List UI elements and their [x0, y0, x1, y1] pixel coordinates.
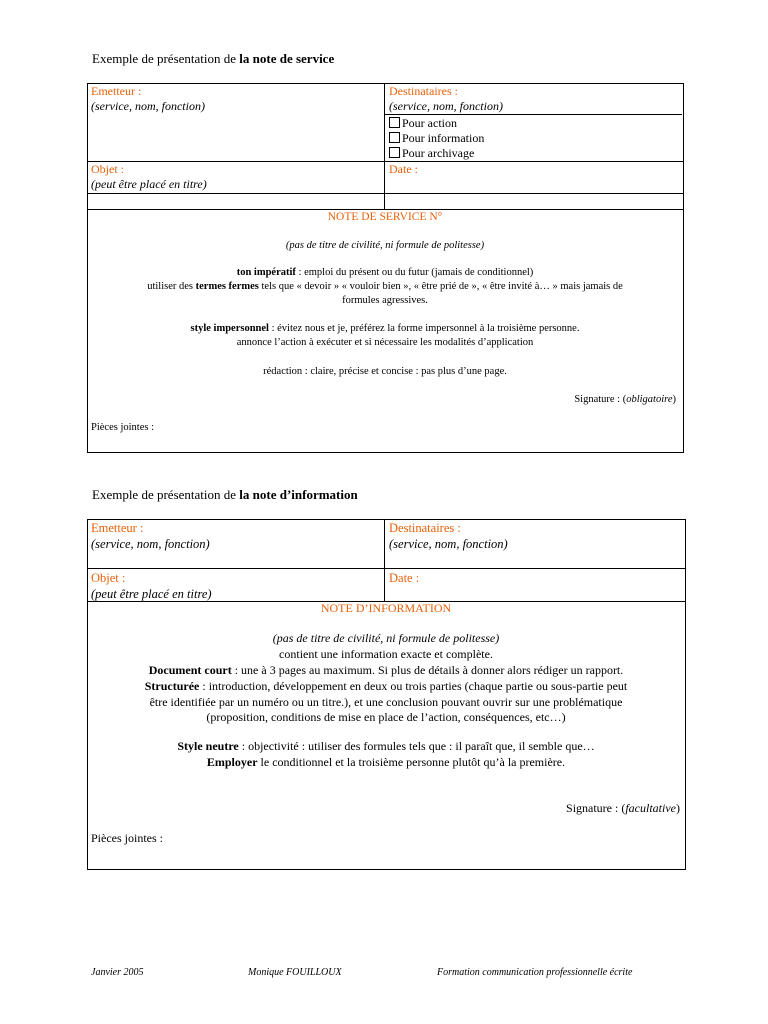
objet-label: Objet : — [91, 571, 126, 585]
checkbox-icon — [389, 117, 400, 128]
objet-hint: (peut être placé en titre) — [91, 587, 212, 601]
date-cell — [389, 162, 418, 177]
divider — [384, 519, 385, 601]
divider — [384, 83, 385, 209]
signature-line: Signature : (obligatoire) — [574, 394, 676, 405]
structuree-block: Structurée : introduction, développement en deux ou trois parties (chaque partie ou sous-partie peut être identifiée par un numéro ou un titre.), et une conclusion pouvant ouvrir sur une problématique (proposition, conditions de mise en place de l’action, conséquences, etc…) — [144, 679, 628, 724]
termes-line: utiliser des termes fermes tels que « devoir » « vouloir bien », « être prié de », « être invité à… » mais jamais de formules agressives. — [147, 281, 623, 306]
employer-line: Employer le conditionnel et la troisième personne plutôt qu’à la première. — [206, 755, 566, 769]
pieces-jointes: Pièces jointes : — [91, 422, 154, 433]
info-destinataires-cell — [389, 520, 508, 552]
divider — [384, 114, 682, 115]
objet-label: Objet : — [91, 162, 124, 176]
destinataires-hint: (service, nom, fonction) — [389, 99, 503, 113]
emetteur-label: Emetteur : — [91, 521, 144, 535]
info-signature-line: Signature : (facultative) — [566, 801, 680, 815]
footer-author: Monique FOUILLOUX — [248, 967, 342, 978]
checkbox-icon — [389, 132, 400, 143]
info-date-cell — [389, 570, 419, 586]
objet-hint: (peut être placé en titre) — [91, 177, 207, 191]
footer-date: Janvier 2005 — [91, 967, 144, 978]
contient-line: contient une information exacte et complète. — [279, 647, 493, 661]
note-information-title: NOTE D’INFORMATION — [320, 601, 452, 615]
info-pieces-jointes: Pièces jointes : — [91, 831, 163, 845]
date-label: Date : — [389, 571, 420, 585]
emetteur-label: Emetteur : — [91, 84, 142, 98]
note-information-heading: Exemple de présentation de la note d’information — [92, 487, 358, 502]
style-line: style impersonnel : évitez nous et je, préférez la forme impersonnel à la troisième personne. — [190, 323, 580, 334]
checkbox-pour-archivage[interactable]: Pour archivage — [389, 146, 484, 161]
destinataires-label: Destinataires : — [389, 84, 458, 98]
info-objet-cell — [91, 570, 212, 602]
note-information-subtitle: (pas de titre de civilité, ni formule de politesse) — [272, 631, 500, 645]
date-label: Date : — [389, 162, 418, 176]
redaction-line: rédaction : claire, précise et concise : pas plus d’une page. — [263, 366, 507, 377]
note-service-subtitle: (pas de titre de civilité, ni formule de politesse) — [285, 240, 485, 251]
checkbox-list — [389, 116, 484, 161]
emetteur-hint: (service, nom, fonction) — [91, 537, 210, 551]
objet-cell — [91, 162, 207, 192]
note-service-title: NOTE DE SERVICE N° — [327, 211, 443, 223]
document-court-line: Document court : une à 3 pages au maximum. Si plus de détails à donner alors rédiger un rapport. — [148, 663, 624, 677]
checkbox-pour-information[interactable]: Pour information — [389, 131, 484, 146]
divider — [87, 568, 685, 569]
checkbox-icon — [389, 147, 400, 158]
footer-course: Formation communication professionnelle écrite — [437, 967, 633, 978]
destinataires-label: Destinataires : — [389, 521, 461, 535]
destinataires-hint: (service, nom, fonction) — [389, 537, 508, 551]
style-neutre-line: Style neutre : objectivité : utiliser des formules tels que : il paraît que, il semble que… — [177, 739, 595, 753]
destinataires-cell — [389, 84, 503, 114]
note-service-heading: Exemple de présentation de la note de service — [92, 51, 335, 66]
checkbox-pour-action[interactable]: Pour action — [389, 116, 484, 131]
action-line: annonce l’action à exécuter et si nécessaire les modalités d’application — [236, 337, 534, 348]
ton-line: ton impératif : emploi du présent ou du futur (jamais de conditionnel) — [236, 267, 534, 278]
info-emetteur-cell — [91, 520, 210, 552]
emetteur-hint: (service, nom, fonction) — [91, 99, 205, 113]
emetteur-cell — [91, 84, 205, 114]
divider — [87, 193, 683, 194]
